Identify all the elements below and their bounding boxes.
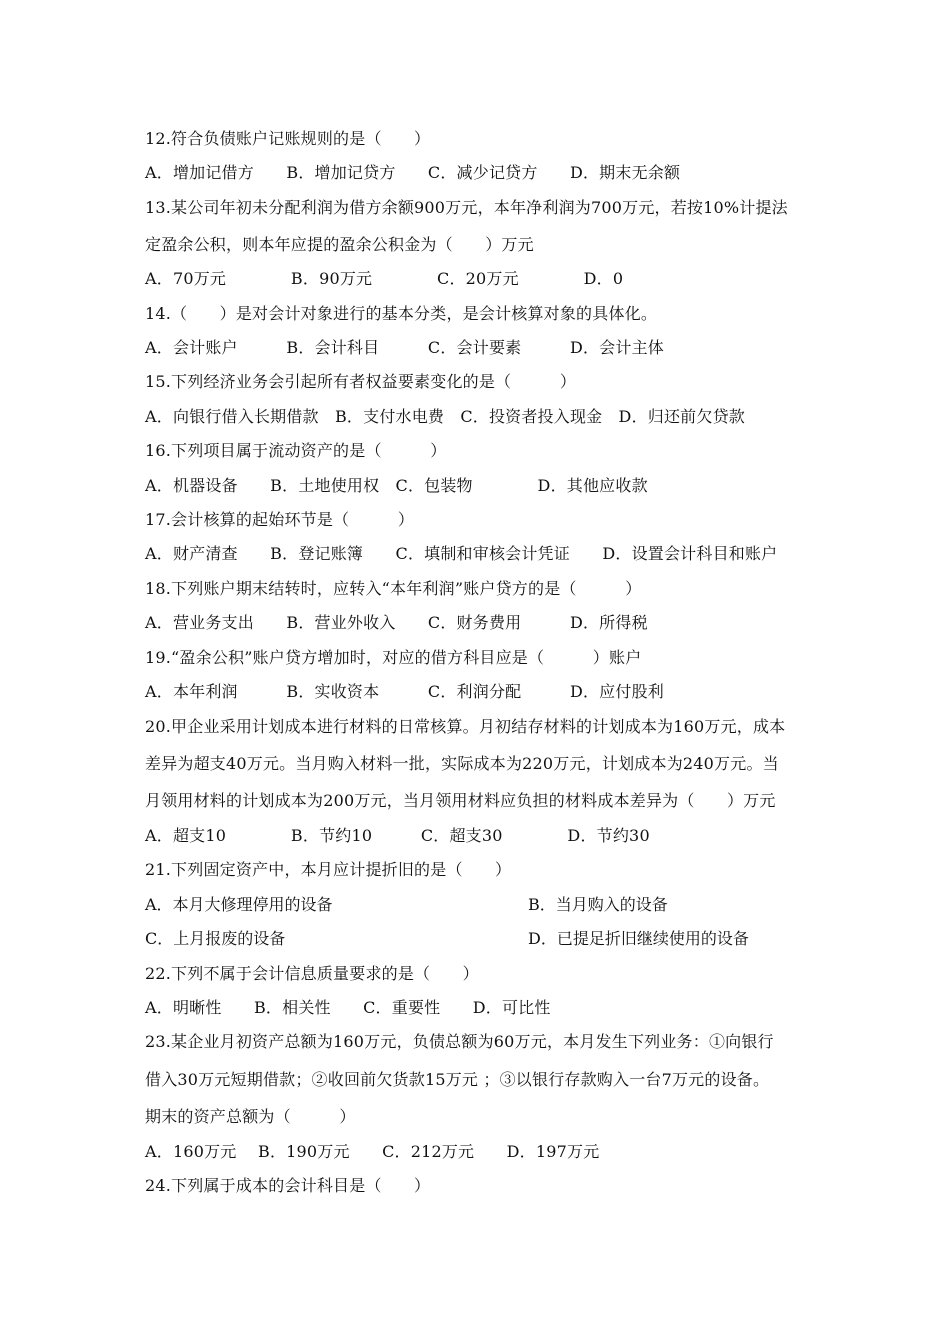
question-23-stem-line3: 期末的资产总额为（ ） xyxy=(145,1107,356,1126)
question-18-stem: 18.下列账户期末结转时，应转入“本年利润”账户贷方的是（ ） xyxy=(145,579,642,598)
question-21-option-b: B．当月购入的设备 xyxy=(528,895,668,914)
question-15-options: A．向银行借入长期借款 B．支付水电费 C．投资者投入现金 D．归还前欠贷款 xyxy=(145,407,745,426)
question-23-stem-line2: 借入30万元短期借款；②收回前欠货款15万元 ；③以银行存款购入一台7万元的设备。 xyxy=(145,1070,770,1089)
question-14-options: A．会计账户 B．会计科目 C．会计要素 D．会计主体 xyxy=(145,338,664,357)
question-16-stem: 16.下列项目属于流动资产的是（ ） xyxy=(145,441,447,460)
question-13-stem-line2: 定盈余公积，则本年应提的盈余公积金为（ ）万元 xyxy=(145,235,534,254)
question-18-options: A．营业务支出 B．营业外收入 C．财务费用 D．所得税 xyxy=(145,613,648,632)
question-19-stem: 19.“盈余公积”账户贷方增加时，对应的借方科目应是（ ）账户 xyxy=(145,648,642,667)
question-21-option-c: C．上月报废的设备 xyxy=(145,929,286,948)
question-20-stem-line1: 20.甲企业采用计划成本进行材料的日常核算。月初结存材料的计划成本为160万元，成本 xyxy=(145,717,786,736)
question-23-stem-line1: 23.某企业月初资产总额为160万元，负债总额为60万元，本月发生下列业务：①向银行 xyxy=(145,1032,774,1051)
question-12-stem: 12.符合负债账户记账规则的是（ ） xyxy=(145,129,431,148)
question-20-stem-line3: 月领用材料的计划成本为200万元，当月领用材料应负担的材料成本差异为（ ）万元 xyxy=(145,791,776,810)
question-20-options: A．超支10 B．节约10 C．超支30 D．节约30 xyxy=(145,826,650,845)
question-12-options: A．增加记借方 B．增加记贷方 C．减少记贷方 D．期末无余额 xyxy=(145,163,681,182)
question-22-options: A．明晰性 B．相关性 C．重要性 D．可比性 xyxy=(145,998,551,1017)
question-21-option-d: D．已提足折旧继续使用的设备 xyxy=(528,929,749,948)
question-16-options: A．机器设备 B．土地使用权 C．包装物 D．其他应收款 xyxy=(145,476,648,495)
question-20-stem-line2: 差异为超支40万元。当月购入材料一批，实际成本为220万元，计划成本为240万元。当 xyxy=(145,754,779,773)
question-23-options: A．160万元 B．190万元 C．212万元 D．197万元 xyxy=(145,1142,600,1161)
question-24-stem: 24.下列属于成本的会计科目是（ ） xyxy=(145,1176,431,1195)
question-15-stem: 15.下列经济业务会引起所有者权益要素变化的是（ ） xyxy=(145,372,577,391)
question-17-stem: 17.会计核算的起始环节是（ ） xyxy=(145,510,415,529)
question-22-stem: 22.下列不属于会计信息质量要求的是（ ） xyxy=(145,964,479,983)
question-17-options: A．财产清查 B．登记账簿 C．填制和审核会计凭证 D．设置会计科目和账户 xyxy=(145,544,778,563)
question-13-options: A．70万元 B．90万元 C．20万元 D．0 xyxy=(145,269,624,288)
question-13-stem-line1: 13.某公司年初未分配利润为借方余额900万元，本年净利润为700万元，若按10%计提法 xyxy=(145,198,788,217)
question-19-options: A．本年利润 B．实收资本 C．利润分配 D．应付股利 xyxy=(145,682,664,701)
question-14-stem: 14.（ ）是对会计对象进行的基本分类，是会计核算对象的具体化。 xyxy=(145,304,658,323)
question-21-option-a: A．本月大修理停用的设备 xyxy=(145,895,333,914)
question-21-stem: 21.下列固定资产中，本月应计提折旧的是（ ） xyxy=(145,860,512,879)
